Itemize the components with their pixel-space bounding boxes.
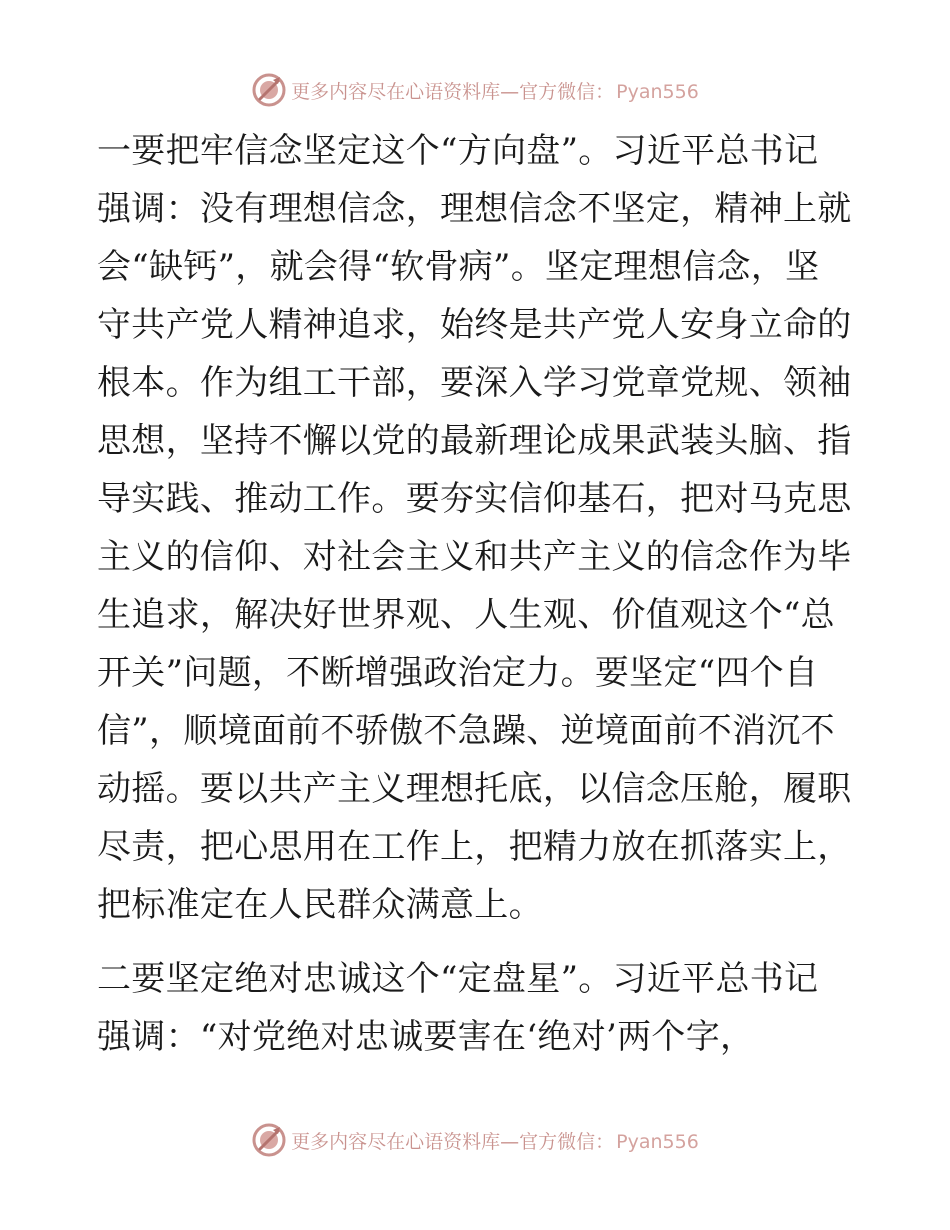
document-body	[97, 122, 852, 1066]
watermark-text: 更多内容尽在心语资料库—官方微信： Pyan556	[291, 1130, 699, 1153]
paragraph-2: 二要坚定绝对忠诚这个“定盘星”。习近平总书记强调：“对党绝对忠诚要害在‘绝对’两个字，	[97, 959, 819, 1057]
watermark-wechat-id: Pyan556	[616, 1130, 699, 1153]
paragraph-1: 一要把牢信念坚定这个“方向盘”。习近平总书记强调：没有理想信念，理想信念不坚定，精神上就会“缺钙”，就会得“软骨病”。坚定理想信念，坚守共产党人精神追求，始终是共产党人安身立命的根本。作为组工干部，要深入学习党章党规、领袖思想，坚持不懈以党的最新理论成果武装头脑、指导实践、推动工作。要夯实信仰基石，把对马克思主义的信仰、对社会主义和共产主义的信念作为毕生追求，解决好世界观、人生观、价值观这个“总开关”问题，不断增强政治定力。要坚定“四个自信”，顺境面前不骄傲不急躁、逆境面前不消沉不动摇。要以共产主义理想托底，以信念压舱，履职尽责，把心思用在工作上，把精力放在抓落实上，把标准定在人民群众满意上。	[97, 131, 852, 925]
watermark-text: 更多内容尽在心语资料库—官方微信： Pyan556	[291, 80, 699, 103]
footer-watermark	[0, 1120, 950, 1160]
seal-logo-icon	[251, 72, 287, 108]
header-watermark	[0, 70, 950, 110]
seal-logo-icon	[251, 1122, 287, 1158]
watermark-wechat-id: Pyan556	[616, 80, 699, 103]
